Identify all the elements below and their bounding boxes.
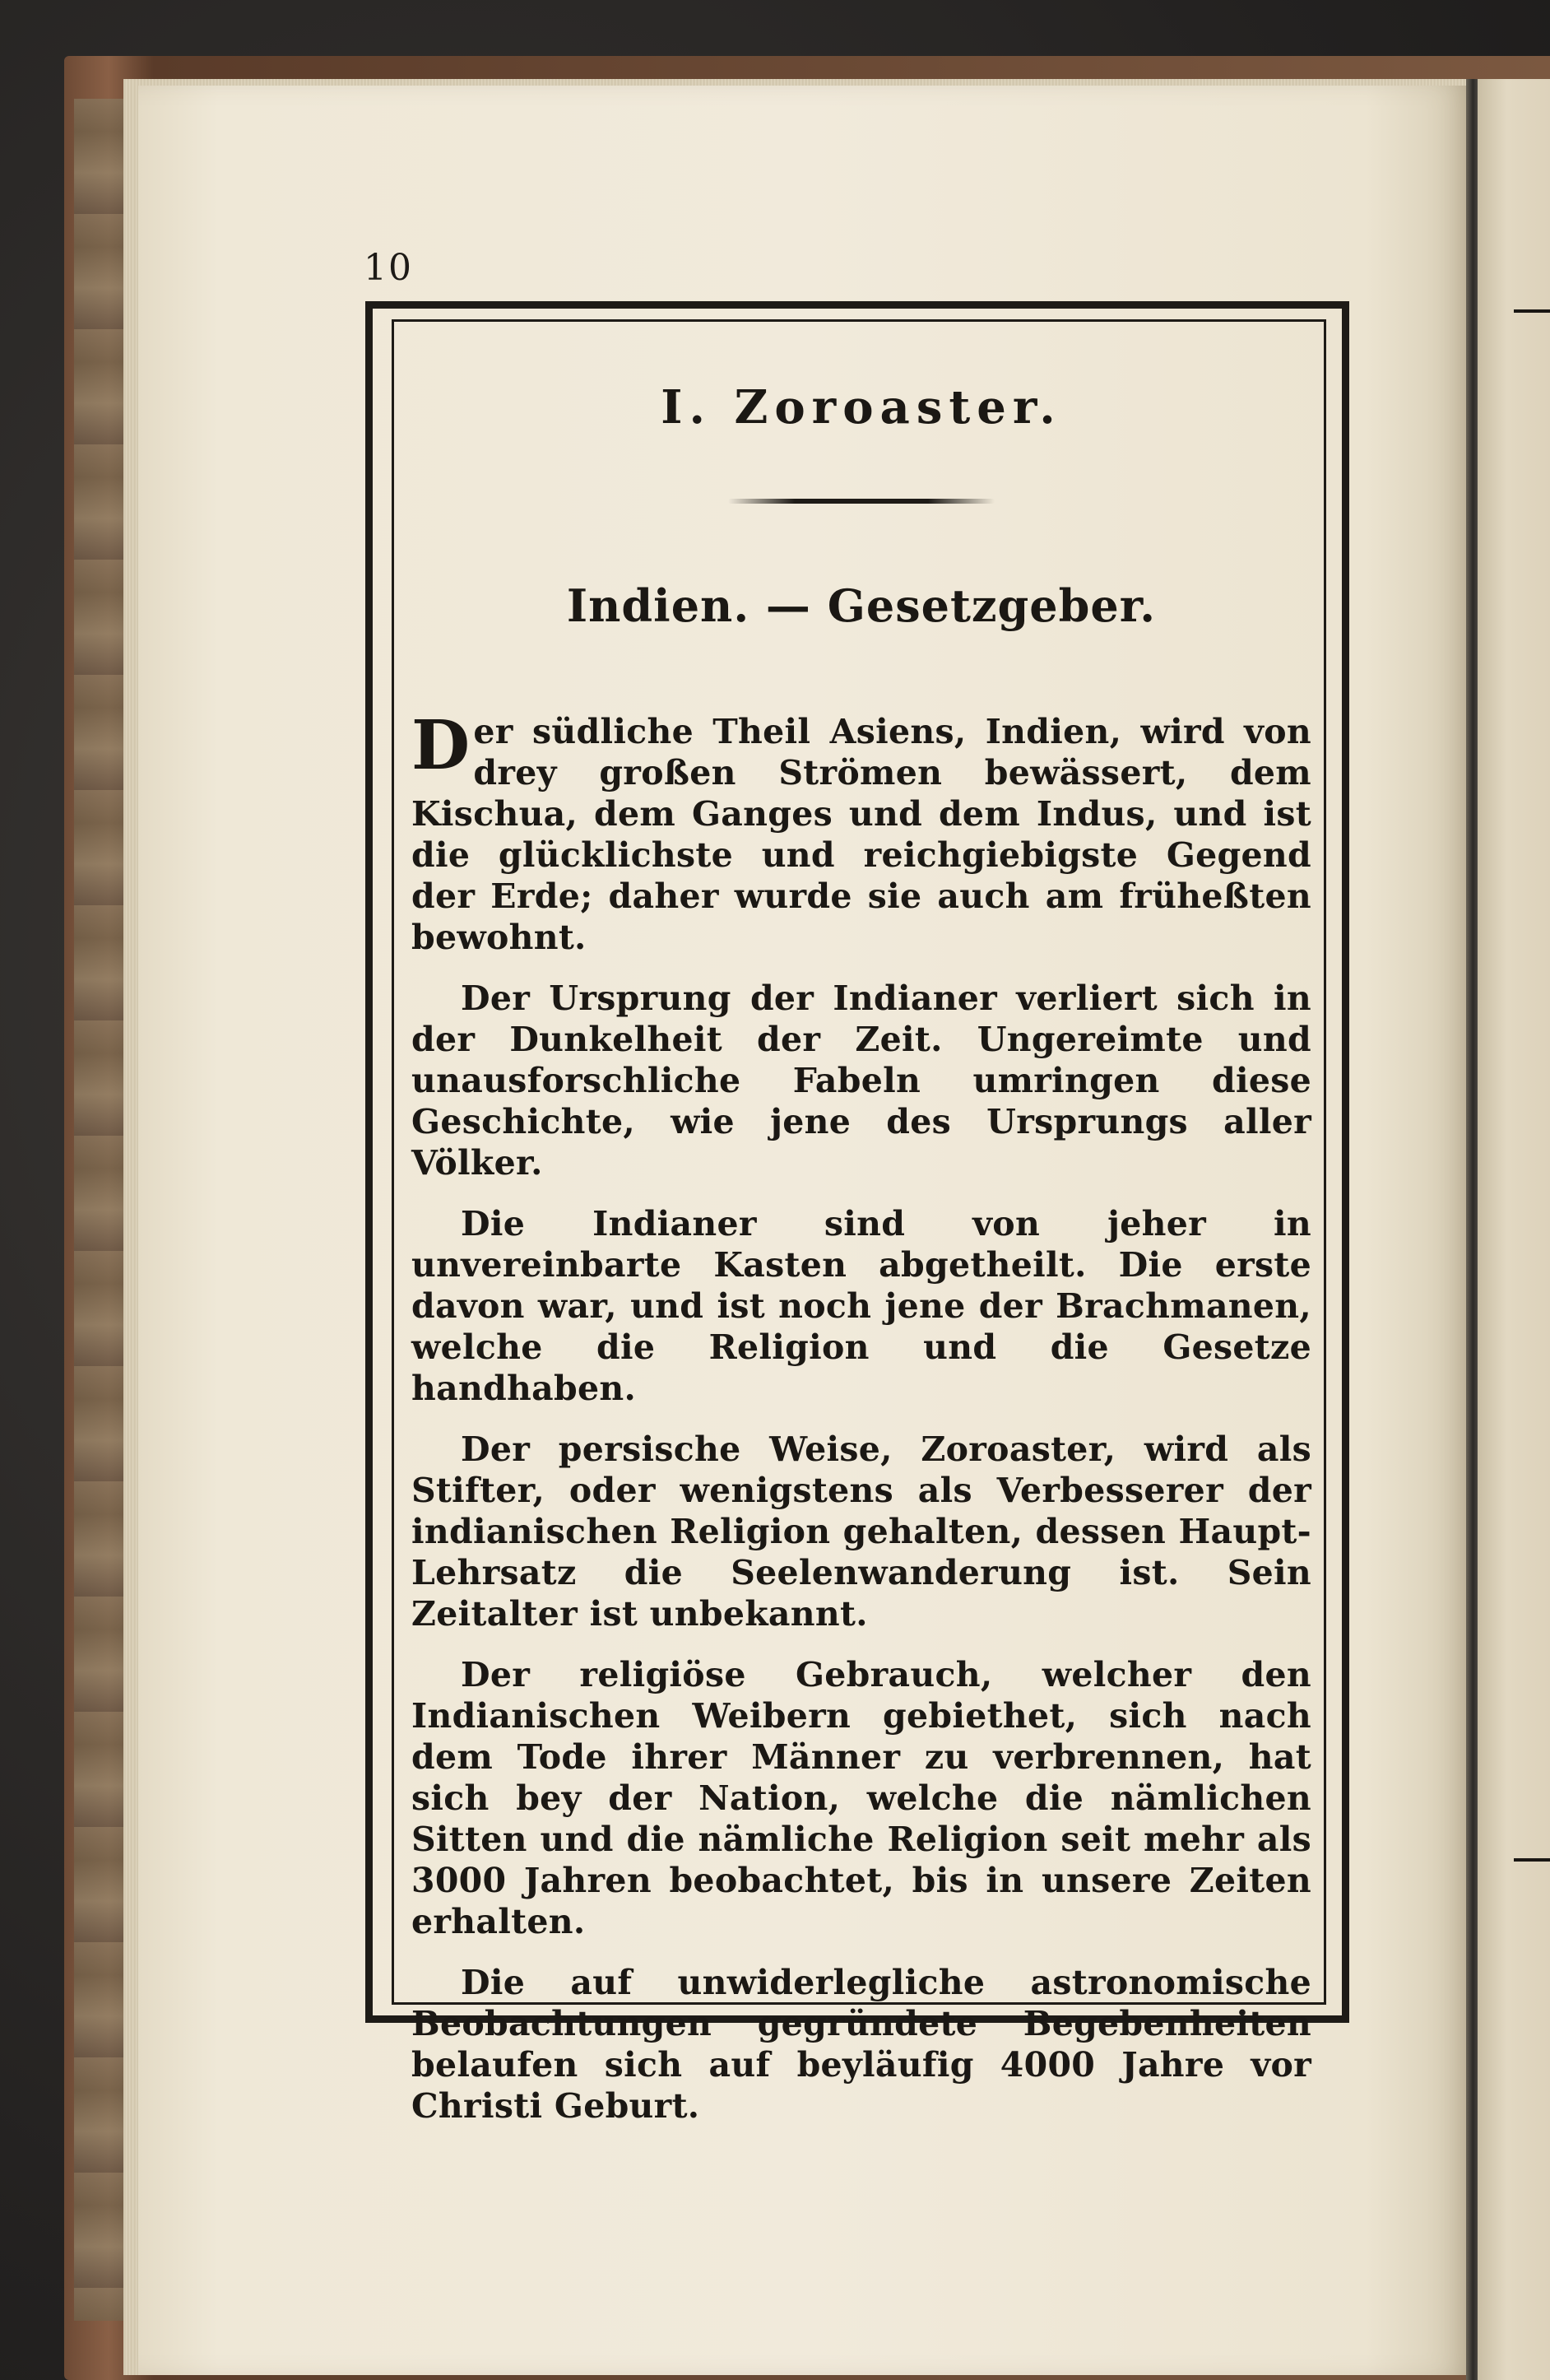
paragraph-2: Der Ursprung der Indianer verliert sich in der Dunkelheit der Zeit. Ungereimte und unausforschliche Fabeln umringen diese Geschichte, wie jene des Ursprungs aller Völker. <box>411 978 1311 1183</box>
paragraph-6: Die auf unwiderlegliche astronomische Beobachtungen gegründete Begebenheiten belaufen sich auf beyläufig 4000 Jahre vor Christi Geburt. <box>411 1963 1311 2126</box>
body-text <box>411 706 1311 2127</box>
paragraph-1 <box>411 706 1311 958</box>
title-ornament-rule <box>728 499 995 504</box>
paragraph-3: Die Indianer sind von jeher in unvereinbarte Kasten abgetheilt. Die erste davon war, und ist noch jene der Brachmanen, welche die Religion und die Gesetze handhaben. <box>411 1204 1311 1408</box>
book-gutter <box>1466 79 1478 2380</box>
page-content <box>411 362 1311 2146</box>
facing-page-frame-mark <box>1514 309 1550 313</box>
page-number: 10 <box>364 247 413 289</box>
facing-page-edge <box>1478 79 1550 2380</box>
paragraph-5: Der religiöse Gebrauch, welcher den Indianischen Weibern gebiethet, sich nach dem Tode ihrer Männer zu verbrennen, hat sich bey der Nation, welche die nämlichen Sitten und die nämliche Religion seit mehr als 3000 Jahren beobachtet, bis in unsere Zeiten erhalten. <box>411 1655 1311 1941</box>
drop-cap: D <box>411 706 471 785</box>
facing-page-frame-mark <box>1514 1858 1550 1862</box>
chapter-title: I. Zoroaster. <box>661 380 1062 435</box>
paragraph-4: Der persische Weise, Zoroaster, wird als Stifter, oder wenigstens als Verbesserer der indianischen Religion gehalten, dessen Haupt-Lehrsatz die Seelenwanderung ist. Sein Zeitalter ist unbekannt. <box>411 1429 1311 1634</box>
chapter-subtitle: Indien. — Gesetzgeber. <box>566 579 1157 632</box>
paragraph-1-text: er südliche Theil Asiens, Indien, wird von drey großen Strömen bewässert, dem Kischua, dem Ganges und dem Indus, und ist die glücklichste und reichgiebigste Gegend der Erde; daher wurde sie auch am früheßten bewohnt. <box>411 712 1311 957</box>
